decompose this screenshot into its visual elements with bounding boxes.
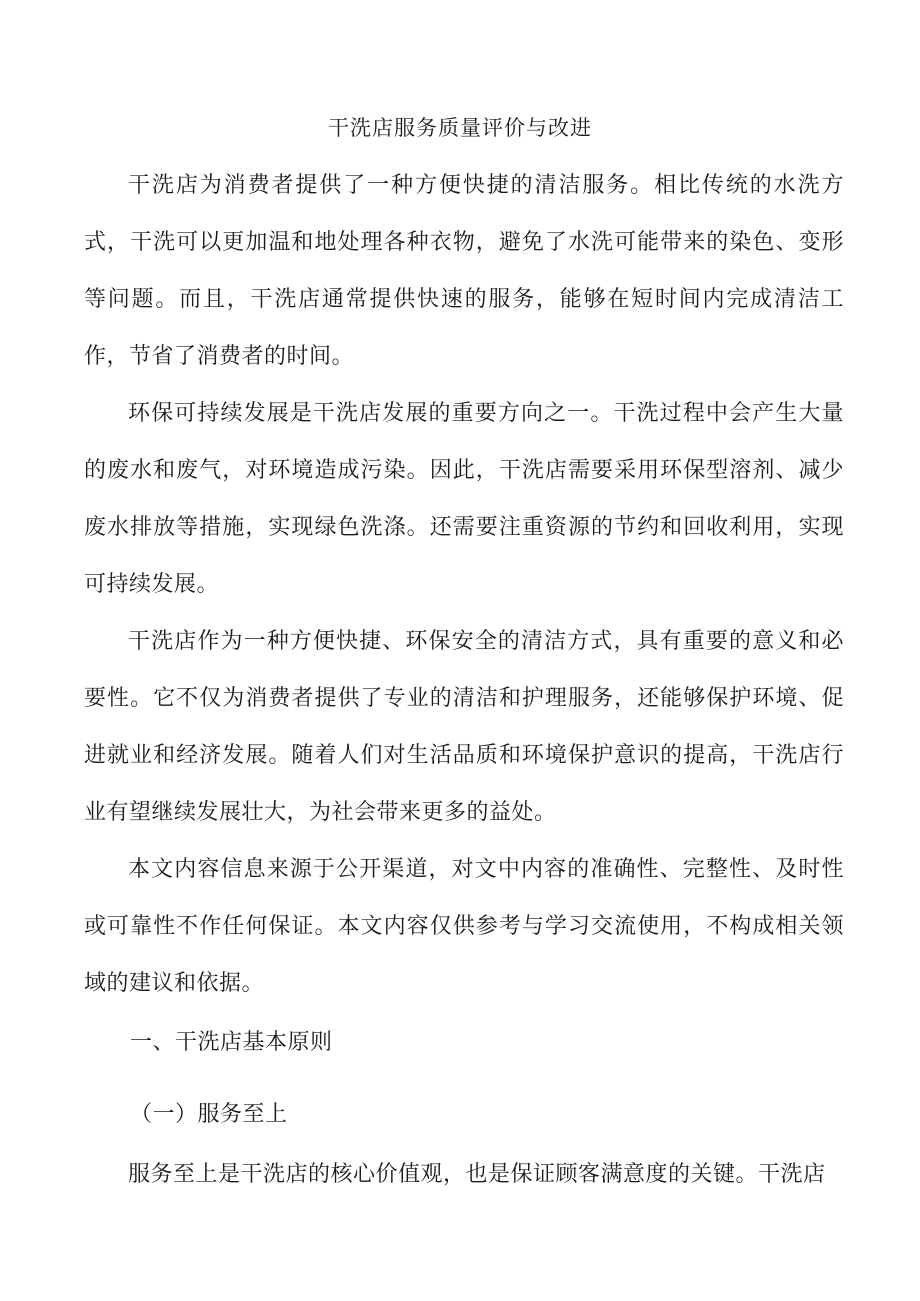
section-heading: 一、干洗店基本原则 [130,1030,333,1055]
document-title: 干洗店服务质量评价与改进 [328,116,592,140]
paragraph-environment: 环保可持续发展是干洗店发展的重要方向之一。干洗过程中会产生大量的废水和废气，对环境造成污染。因此，干洗店需要采用环保型溶剂、减少废水排放等措施，实现绿色洗涤。还需要注重资源的节约和回收利用，实现可持续发展。 [84,401,844,597]
paragraph-disclaimer: 本文内容信息来源于公开渠道，对文中内容的准确性、完整性、及时性或可靠性不作任何保证。本文内容仅供参考与学习交流使用，不构成相关领域的建议和依据。 [84,857,844,996]
paragraph-service-first: 服务至上是干洗店的核心价值观，也是保证顾客满意度的关键。干洗店 [128,1162,826,1187]
paragraph-intro: 干洗店为消费者提供了一种方便快捷的清洁服务。相比传统的水洗方式，干洗可以更加温和地处理各种衣物，避免了水洗可能带来的染色、变形等问题。而且，干洗店通常提供快速的服务，能够在短时间内完成清洁工作，节省了消费者的时间。 [84,173,844,369]
subsection-heading: （一）服务至上 [130,1102,288,1127]
paragraph-significance: 干洗店作为一种方便快捷、环保安全的清洁方式，具有重要的意义和必要性。它不仅为消费者提供了专业的清洁和护理服务，还能够保护环境、促进就业和经济发展。随着人们对生活品质和环境保护意识的提高，干洗店行业有望继续发展壮大，为社会带来更多的益处。 [84,629,844,825]
